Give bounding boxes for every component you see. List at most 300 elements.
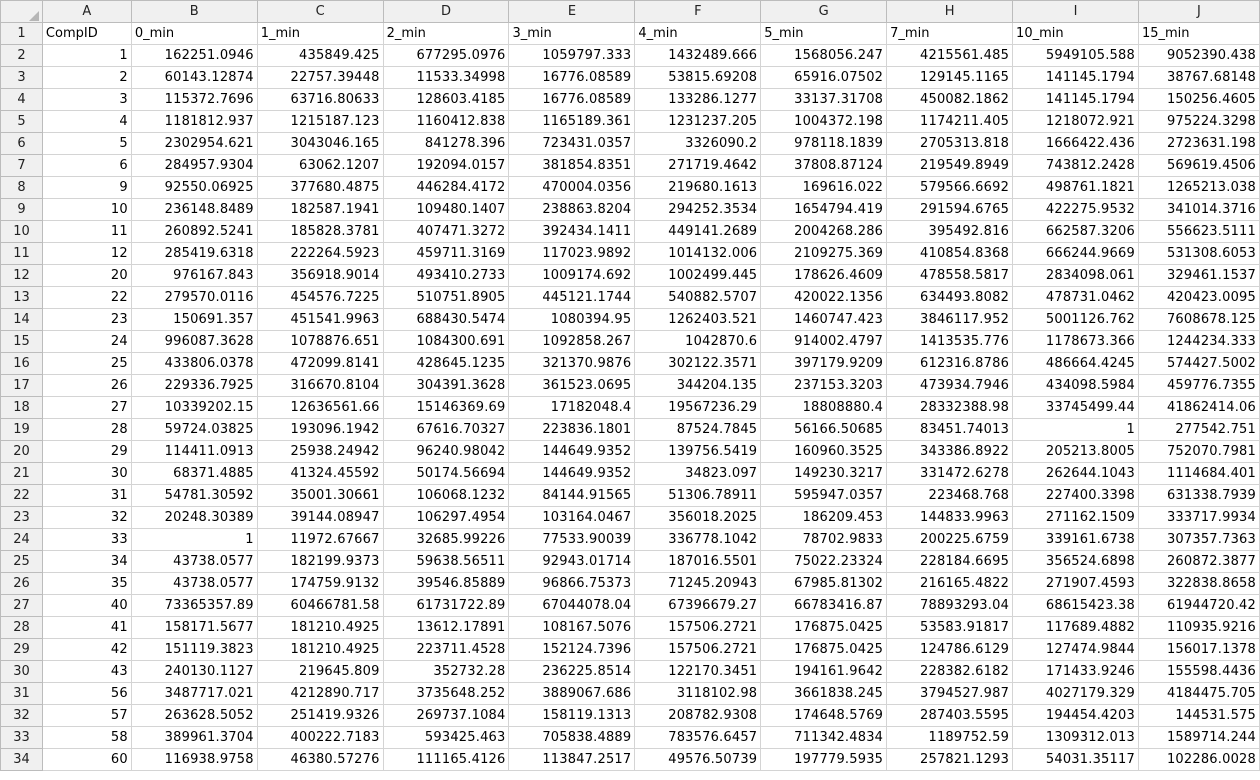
data-cell[interactable]: 1: [1013, 419, 1139, 441]
data-cell[interactable]: 271162.1509: [1013, 507, 1139, 529]
data-cell[interactable]: 579566.6692: [887, 177, 1013, 199]
data-cell[interactable]: 35001.30661: [257, 485, 383, 507]
data-cell[interactable]: 162251.0946: [131, 45, 257, 67]
data-cell[interactable]: 59724.03825: [131, 419, 257, 441]
data-cell[interactable]: 122170.3451: [635, 661, 761, 683]
data-cell[interactable]: 110935.9216: [1138, 617, 1259, 639]
data-cell[interactable]: 240130.1127: [131, 661, 257, 683]
data-cell[interactable]: 11: [42, 221, 131, 243]
row-header[interactable]: 10: [1, 221, 43, 243]
data-cell[interactable]: 32: [42, 507, 131, 529]
data-cell[interactable]: 1002499.445: [635, 265, 761, 287]
data-cell[interactable]: 77533.90039: [509, 529, 635, 551]
data-cell[interactable]: 23: [42, 309, 131, 331]
data-cell[interactable]: 75022.23324: [761, 551, 887, 573]
data-cell[interactable]: 634493.8082: [887, 287, 1013, 309]
data-cell[interactable]: 228382.6182: [887, 661, 1013, 683]
data-cell[interactable]: 149230.3217: [761, 463, 887, 485]
row-header[interactable]: 1: [1, 23, 43, 45]
data-cell[interactable]: 5: [42, 133, 131, 155]
data-cell[interactable]: 3043046.165: [257, 133, 383, 155]
data-cell[interactable]: 9052390.438: [1138, 45, 1259, 67]
data-cell[interactable]: 3846117.952: [887, 309, 1013, 331]
data-cell[interactable]: 277542.751: [1138, 419, 1259, 441]
data-cell[interactable]: 321370.9876: [509, 353, 635, 375]
data-cell[interactable]: 67616.70327: [383, 419, 509, 441]
data-cell[interactable]: 400222.7183: [257, 727, 383, 749]
data-cell[interactable]: 711342.4834: [761, 727, 887, 749]
data-cell[interactable]: 1432489.666: [635, 45, 761, 67]
data-cell[interactable]: 38767.68148: [1138, 67, 1259, 89]
data-cell[interactable]: 103164.0467: [509, 507, 635, 529]
data-cell[interactable]: 361523.0695: [509, 375, 635, 397]
data-cell[interactable]: 3326090.2: [635, 133, 761, 155]
data-cell[interactable]: 185828.3781: [257, 221, 383, 243]
data-cell[interactable]: 208782.9308: [635, 705, 761, 727]
data-cell[interactable]: 20248.30389: [131, 507, 257, 529]
column-header[interactable]: I: [1013, 1, 1139, 23]
header-cell[interactable]: 7_min: [887, 23, 1013, 45]
data-cell[interactable]: 1059797.333: [509, 45, 635, 67]
data-cell[interactable]: 4215561.485: [887, 45, 1013, 67]
data-cell[interactable]: 117689.4882: [1013, 617, 1139, 639]
row-header[interactable]: 14: [1, 309, 43, 331]
data-cell[interactable]: 67044078.04: [509, 595, 635, 617]
data-cell[interactable]: 158119.1313: [509, 705, 635, 727]
column-header[interactable]: B: [131, 1, 257, 23]
data-cell[interactable]: 322838.8658: [1138, 573, 1259, 595]
data-cell[interactable]: 181210.4925: [257, 617, 383, 639]
data-cell[interactable]: 434098.5984: [1013, 375, 1139, 397]
data-cell[interactable]: 178626.4609: [761, 265, 887, 287]
data-cell[interactable]: 78702.9833: [761, 529, 887, 551]
data-cell[interactable]: 92550.06925: [131, 177, 257, 199]
data-cell[interactable]: 498761.1821: [1013, 177, 1139, 199]
data-cell[interactable]: 222264.5923: [257, 243, 383, 265]
data-cell[interactable]: 976167.843: [131, 265, 257, 287]
data-cell[interactable]: 1014132.006: [635, 243, 761, 265]
data-cell[interactable]: 31: [42, 485, 131, 507]
data-cell[interactable]: 5949105.588: [1013, 45, 1139, 67]
data-cell[interactable]: 331472.6278: [887, 463, 1013, 485]
data-cell[interactable]: 56: [42, 683, 131, 705]
data-cell[interactable]: 531308.6053: [1138, 243, 1259, 265]
data-cell[interactable]: 186209.453: [761, 507, 887, 529]
data-cell[interactable]: 595947.0357: [761, 485, 887, 507]
data-cell[interactable]: 470004.0356: [509, 177, 635, 199]
data-cell[interactable]: 59638.56511: [383, 551, 509, 573]
data-cell[interactable]: 3794527.987: [887, 683, 1013, 705]
row-header[interactable]: 34: [1, 749, 43, 771]
data-cell[interactable]: 67396679.27: [635, 595, 761, 617]
column-header[interactable]: G: [761, 1, 887, 23]
data-cell[interactable]: 2705313.818: [887, 133, 1013, 155]
data-cell[interactable]: 141145.1794: [1013, 89, 1139, 111]
data-cell[interactable]: 43: [42, 661, 131, 683]
data-cell[interactable]: 236225.8514: [509, 661, 635, 683]
data-cell[interactable]: 128603.4185: [383, 89, 509, 111]
data-cell[interactable]: 344204.135: [635, 375, 761, 397]
row-header[interactable]: 30: [1, 661, 43, 683]
data-cell[interactable]: 144649.9352: [509, 463, 635, 485]
column-header[interactable]: J: [1138, 1, 1259, 23]
data-cell[interactable]: 24: [42, 331, 131, 353]
data-cell[interactable]: 1244234.333: [1138, 331, 1259, 353]
data-cell[interactable]: 7608678.125: [1138, 309, 1259, 331]
data-cell[interactable]: 410854.8368: [887, 243, 1013, 265]
data-cell[interactable]: 473934.7946: [887, 375, 1013, 397]
data-cell[interactable]: 176875.0425: [761, 639, 887, 661]
data-cell[interactable]: 150256.4605: [1138, 89, 1259, 111]
data-cell[interactable]: 35: [42, 573, 131, 595]
data-cell[interactable]: 2302954.621: [131, 133, 257, 155]
data-cell[interactable]: 1231237.205: [635, 111, 761, 133]
data-cell[interactable]: 316670.8104: [257, 375, 383, 397]
data-cell[interactable]: 182587.1941: [257, 199, 383, 221]
data-cell[interactable]: 2834098.061: [1013, 265, 1139, 287]
data-cell[interactable]: 11972.67667: [257, 529, 383, 551]
data-cell[interactable]: 219680.1613: [635, 177, 761, 199]
data-cell[interactable]: 1174211.405: [887, 111, 1013, 133]
data-cell[interactable]: 181210.4925: [257, 639, 383, 661]
row-header[interactable]: 4: [1, 89, 43, 111]
row-header[interactable]: 16: [1, 353, 43, 375]
data-cell[interactable]: 30: [42, 463, 131, 485]
data-cell[interactable]: 228184.6695: [887, 551, 1013, 573]
data-cell[interactable]: 144649.9352: [509, 441, 635, 463]
data-cell[interactable]: 2109275.369: [761, 243, 887, 265]
data-cell[interactable]: 61944720.42: [1138, 595, 1259, 617]
data-cell[interactable]: 10: [42, 199, 131, 221]
data-cell[interactable]: 216165.4822: [887, 573, 1013, 595]
data-cell[interactable]: 356524.6898: [1013, 551, 1139, 573]
data-cell[interactable]: 1413535.776: [887, 331, 1013, 353]
data-cell[interactable]: 569619.4506: [1138, 155, 1259, 177]
data-cell[interactable]: 57: [42, 705, 131, 727]
data-cell[interactable]: 420022.1356: [761, 287, 887, 309]
data-cell[interactable]: 43738.0577: [131, 573, 257, 595]
data-cell[interactable]: 339161.6738: [1013, 529, 1139, 551]
row-header[interactable]: 7: [1, 155, 43, 177]
data-cell[interactable]: 1215187.123: [257, 111, 383, 133]
data-cell[interactable]: 1092858.267: [509, 331, 635, 353]
data-cell[interactable]: 205213.8005: [1013, 441, 1139, 463]
data-cell[interactable]: 197779.5935: [761, 749, 887, 771]
data-cell[interactable]: 53815.69208: [635, 67, 761, 89]
data-cell[interactable]: 87524.7845: [635, 419, 761, 441]
data-cell[interactable]: 1218072.921: [1013, 111, 1139, 133]
data-cell[interactable]: 389961.3704: [131, 727, 257, 749]
data-cell[interactable]: 13612.17891: [383, 617, 509, 639]
row-header[interactable]: 13: [1, 287, 43, 309]
data-cell[interactable]: 1: [42, 45, 131, 67]
data-cell[interactable]: 1078876.651: [257, 331, 383, 353]
data-cell[interactable]: 271907.4593: [1013, 573, 1139, 595]
data-cell[interactable]: 22: [42, 287, 131, 309]
data-cell[interactable]: 194161.9642: [761, 661, 887, 683]
data-cell[interactable]: 17182048.4: [509, 397, 635, 419]
data-cell[interactable]: 171433.9246: [1013, 661, 1139, 683]
data-cell[interactable]: 111165.4126: [383, 749, 509, 771]
row-header[interactable]: 28: [1, 617, 43, 639]
data-cell[interactable]: 60: [42, 749, 131, 771]
data-cell[interactable]: 263628.5052: [131, 705, 257, 727]
data-cell[interactable]: 124786.6129: [887, 639, 1013, 661]
data-cell[interactable]: 73365357.89: [131, 595, 257, 617]
data-cell[interactable]: 459711.3169: [383, 243, 509, 265]
data-cell[interactable]: 395492.816: [887, 221, 1013, 243]
data-cell[interactable]: 223836.1801: [509, 419, 635, 441]
data-cell[interactable]: 3487717.021: [131, 683, 257, 705]
data-cell[interactable]: 783576.6457: [635, 727, 761, 749]
row-header[interactable]: 31: [1, 683, 43, 705]
data-cell[interactable]: 271719.4642: [635, 155, 761, 177]
row-header[interactable]: 3: [1, 67, 43, 89]
data-cell[interactable]: 63062.1207: [257, 155, 383, 177]
data-cell[interactable]: 61731722.89: [383, 595, 509, 617]
data-cell[interactable]: 96866.75373: [509, 573, 635, 595]
data-cell[interactable]: 19567236.29: [635, 397, 761, 419]
data-cell[interactable]: 33137.31708: [761, 89, 887, 111]
data-cell[interactable]: 450082.1862: [887, 89, 1013, 111]
data-cell[interactable]: 102286.0028: [1138, 749, 1259, 771]
data-cell[interactable]: 260872.3877: [1138, 551, 1259, 573]
data-cell[interactable]: 251419.9326: [257, 705, 383, 727]
data-cell[interactable]: 65916.07502: [761, 67, 887, 89]
data-cell[interactable]: 192094.0157: [383, 155, 509, 177]
data-cell[interactable]: 493410.2733: [383, 265, 509, 287]
data-cell[interactable]: 1666422.436: [1013, 133, 1139, 155]
data-cell[interactable]: 304391.3628: [383, 375, 509, 397]
data-cell[interactable]: 433806.0378: [131, 353, 257, 375]
data-cell[interactable]: 238863.8204: [509, 199, 635, 221]
data-cell[interactable]: 54781.30592: [131, 485, 257, 507]
data-cell[interactable]: 478731.0462: [1013, 287, 1139, 309]
data-cell[interactable]: 60466781.58: [257, 595, 383, 617]
data-cell[interactable]: 841278.396: [383, 133, 509, 155]
data-cell[interactable]: 41324.45592: [257, 463, 383, 485]
data-cell[interactable]: 157506.2721: [635, 639, 761, 661]
data-cell[interactable]: 117023.9892: [509, 243, 635, 265]
data-cell[interactable]: 37808.87124: [761, 155, 887, 177]
data-cell[interactable]: 174648.5769: [761, 705, 887, 727]
data-cell[interactable]: 445121.1744: [509, 287, 635, 309]
data-cell[interactable]: 451541.9963: [257, 309, 383, 331]
data-cell[interactable]: 83451.74013: [887, 419, 1013, 441]
data-cell[interactable]: 1042870.6: [635, 331, 761, 353]
data-cell[interactable]: 28: [42, 419, 131, 441]
data-cell[interactable]: 1084300.691: [383, 331, 509, 353]
data-cell[interactable]: 5001126.762: [1013, 309, 1139, 331]
data-cell[interactable]: 66783416.87: [761, 595, 887, 617]
data-cell[interactable]: 978118.1839: [761, 133, 887, 155]
data-cell[interactable]: 34: [42, 551, 131, 573]
data-cell[interactable]: 139756.5419: [635, 441, 761, 463]
data-cell[interactable]: 688430.5474: [383, 309, 509, 331]
data-cell[interactable]: 49576.50739: [635, 749, 761, 771]
data-cell[interactable]: 262644.1043: [1013, 463, 1139, 485]
column-header[interactable]: H: [887, 1, 1013, 23]
data-cell[interactable]: 34823.097: [635, 463, 761, 485]
data-cell[interactable]: 284957.9304: [131, 155, 257, 177]
header-cell[interactable]: 0_min: [131, 23, 257, 45]
data-cell[interactable]: 996087.3628: [131, 331, 257, 353]
data-cell[interactable]: 723431.0357: [509, 133, 635, 155]
header-cell[interactable]: 5_min: [761, 23, 887, 45]
data-cell[interactable]: 3889067.686: [509, 683, 635, 705]
data-cell[interactable]: 6: [42, 155, 131, 177]
data-cell[interactable]: 33745499.44: [1013, 397, 1139, 419]
data-cell[interactable]: 96240.98042: [383, 441, 509, 463]
data-cell[interactable]: 219645.809: [257, 661, 383, 683]
column-header[interactable]: D: [383, 1, 509, 23]
data-cell[interactable]: 540882.5707: [635, 287, 761, 309]
row-header[interactable]: 6: [1, 133, 43, 155]
data-cell[interactable]: 435849.425: [257, 45, 383, 67]
data-cell[interactable]: 194454.4203: [1013, 705, 1139, 727]
data-cell[interactable]: 356918.9014: [257, 265, 383, 287]
data-cell[interactable]: 1460747.423: [761, 309, 887, 331]
data-cell[interactable]: 285419.6318: [131, 243, 257, 265]
data-cell[interactable]: 43738.0577: [131, 551, 257, 573]
data-cell[interactable]: 4027179.329: [1013, 683, 1139, 705]
data-cell[interactable]: 156017.1378: [1138, 639, 1259, 661]
data-cell[interactable]: 662587.3206: [1013, 221, 1139, 243]
data-cell[interactable]: 356018.2025: [635, 507, 761, 529]
data-cell[interactable]: 39546.85889: [383, 573, 509, 595]
data-cell[interactable]: 12: [42, 243, 131, 265]
data-cell[interactable]: 612316.8786: [887, 353, 1013, 375]
data-cell[interactable]: 116938.9758: [131, 749, 257, 771]
data-cell[interactable]: 193096.1942: [257, 419, 383, 441]
data-cell[interactable]: 1262403.521: [635, 309, 761, 331]
column-header[interactable]: A: [42, 1, 131, 23]
row-header[interactable]: 9: [1, 199, 43, 221]
row-header[interactable]: 21: [1, 463, 43, 485]
data-cell[interactable]: 15146369.69: [383, 397, 509, 419]
row-header[interactable]: 26: [1, 573, 43, 595]
data-cell[interactable]: 236148.8489: [131, 199, 257, 221]
data-cell[interactable]: 352732.28: [383, 661, 509, 683]
data-cell[interactable]: 10339202.15: [131, 397, 257, 419]
column-header[interactable]: F: [635, 1, 761, 23]
data-cell[interactable]: 150691.357: [131, 309, 257, 331]
data-cell[interactable]: 41: [42, 617, 131, 639]
data-cell[interactable]: 26: [42, 375, 131, 397]
data-cell[interactable]: 269737.1084: [383, 705, 509, 727]
data-cell[interactable]: 158171.5677: [131, 617, 257, 639]
data-cell[interactable]: 257821.1293: [887, 749, 1013, 771]
data-cell[interactable]: 341014.3716: [1138, 199, 1259, 221]
data-cell[interactable]: 1080394.95: [509, 309, 635, 331]
row-header[interactable]: 5: [1, 111, 43, 133]
data-cell[interactable]: 459776.7355: [1138, 375, 1259, 397]
row-header[interactable]: 20: [1, 441, 43, 463]
data-cell[interactable]: 454576.7225: [257, 287, 383, 309]
data-cell[interactable]: 144531.575: [1138, 705, 1259, 727]
data-cell[interactable]: 106297.4954: [383, 507, 509, 529]
data-cell[interactable]: 71245.20943: [635, 573, 761, 595]
data-cell[interactable]: 113847.2517: [509, 749, 635, 771]
data-cell[interactable]: 27: [42, 397, 131, 419]
row-header[interactable]: 29: [1, 639, 43, 661]
header-cell[interactable]: CompID: [42, 23, 131, 45]
data-cell[interactable]: 377680.4875: [257, 177, 383, 199]
data-cell[interactable]: 227400.3398: [1013, 485, 1139, 507]
data-cell[interactable]: 705838.4889: [509, 727, 635, 749]
header-cell[interactable]: 4_min: [635, 23, 761, 45]
data-cell[interactable]: 2004268.286: [761, 221, 887, 243]
data-cell[interactable]: 1: [131, 529, 257, 551]
data-cell[interactable]: 1178673.366: [1013, 331, 1139, 353]
data-cell[interactable]: 229336.7925: [131, 375, 257, 397]
data-cell[interactable]: 307357.7363: [1138, 529, 1259, 551]
data-cell[interactable]: 428645.1235: [383, 353, 509, 375]
row-header[interactable]: 2: [1, 45, 43, 67]
row-header[interactable]: 22: [1, 485, 43, 507]
data-cell[interactable]: 510751.8905: [383, 287, 509, 309]
data-cell[interactable]: 4184475.705: [1138, 683, 1259, 705]
data-cell[interactable]: 50174.56694: [383, 463, 509, 485]
data-cell[interactable]: 343386.8922: [887, 441, 1013, 463]
data-cell[interactable]: 3661838.245: [761, 683, 887, 705]
data-cell[interactable]: 574427.5002: [1138, 353, 1259, 375]
data-cell[interactable]: 397179.9209: [761, 353, 887, 375]
data-cell[interactable]: 4: [42, 111, 131, 133]
data-cell[interactable]: 446284.4172: [383, 177, 509, 199]
data-cell[interactable]: 141145.1794: [1013, 67, 1139, 89]
data-cell[interactable]: 25: [42, 353, 131, 375]
header-cell[interactable]: 3_min: [509, 23, 635, 45]
data-cell[interactable]: 182199.9373: [257, 551, 383, 573]
data-cell[interactable]: 129145.1165: [887, 67, 1013, 89]
data-cell[interactable]: 336778.1042: [635, 529, 761, 551]
data-cell[interactable]: 2: [42, 67, 131, 89]
data-cell[interactable]: 486664.4245: [1013, 353, 1139, 375]
data-cell[interactable]: 302122.3571: [635, 353, 761, 375]
data-cell[interactable]: 12636561.66: [257, 397, 383, 419]
data-cell[interactable]: 25938.24942: [257, 441, 383, 463]
data-cell[interactable]: 29: [42, 441, 131, 463]
row-header[interactable]: 15: [1, 331, 43, 353]
data-cell[interactable]: 4212890.717: [257, 683, 383, 705]
data-cell[interactable]: 287403.5595: [887, 705, 1013, 727]
data-cell[interactable]: 556623.5111: [1138, 221, 1259, 243]
data-cell[interactable]: 422275.9532: [1013, 199, 1139, 221]
data-cell[interactable]: 291594.6765: [887, 199, 1013, 221]
data-cell[interactable]: 67985.81302: [761, 573, 887, 595]
data-cell[interactable]: 56166.50685: [761, 419, 887, 441]
data-cell[interactable]: 51306.78911: [635, 485, 761, 507]
column-header[interactable]: E: [509, 1, 635, 23]
data-cell[interactable]: 151119.3823: [131, 639, 257, 661]
data-cell[interactable]: 381854.8351: [509, 155, 635, 177]
data-cell[interactable]: 392434.1411: [509, 221, 635, 243]
data-cell[interactable]: 157506.2721: [635, 617, 761, 639]
data-cell[interactable]: 219549.8949: [887, 155, 1013, 177]
row-header[interactable]: 25: [1, 551, 43, 573]
data-cell[interactable]: 68615423.38: [1013, 595, 1139, 617]
data-cell[interactable]: 914002.4797: [761, 331, 887, 353]
data-cell[interactable]: 133286.1277: [635, 89, 761, 111]
data-cell[interactable]: 11533.34998: [383, 67, 509, 89]
data-cell[interactable]: 1160412.838: [383, 111, 509, 133]
data-cell[interactable]: 58: [42, 727, 131, 749]
data-cell[interactable]: 68371.4885: [131, 463, 257, 485]
data-cell[interactable]: 1009174.692: [509, 265, 635, 287]
data-cell[interactable]: 3118102.98: [635, 683, 761, 705]
row-header[interactable]: 24: [1, 529, 43, 551]
